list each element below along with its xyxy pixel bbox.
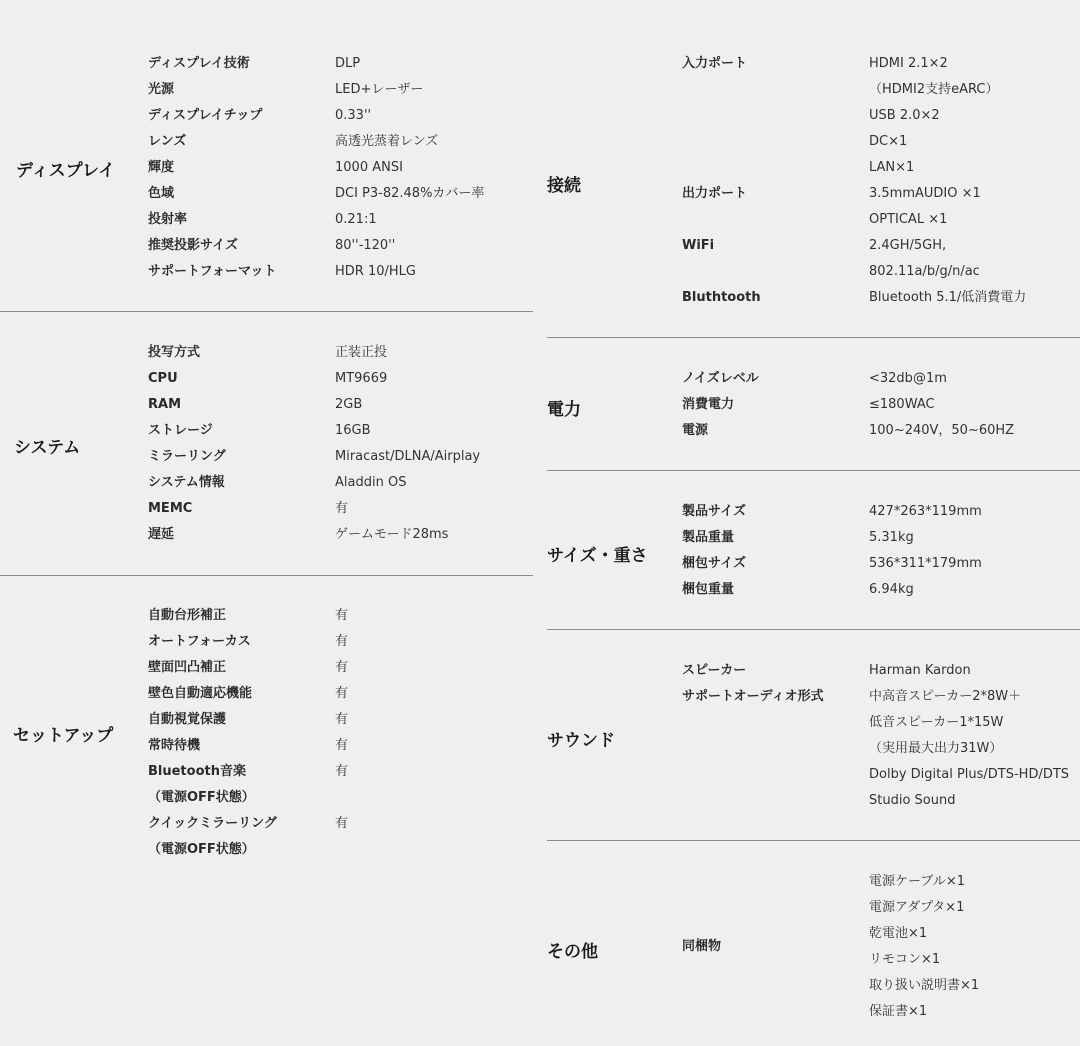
spec-value: MT9669 <box>335 371 388 386</box>
spec-row <box>148 707 528 733</box>
spec-value: Bluetooth 5.1/低消費電力 <box>869 290 1027 305</box>
category-other: その他 <box>547 942 598 962</box>
spec-label: 入力ポート <box>682 56 748 71</box>
section-divider <box>0 311 533 312</box>
section-divider <box>547 629 1080 630</box>
spec-row <box>148 496 528 522</box>
spec-value: 80''-120'' <box>335 238 396 253</box>
spec-label: 推奨投影サイズ <box>148 238 238 253</box>
section-divider <box>0 575 533 576</box>
spec-value: 802.11a/b/g/n/ac <box>869 264 980 279</box>
spec-value: 5.31kg <box>869 530 914 545</box>
spec-label: Bluthtooth <box>682 290 761 305</box>
spec-label: MEMC <box>148 501 193 516</box>
spec-value: ≤180WAC <box>869 397 935 412</box>
spec-value: （HDMI2支持eARC） <box>869 82 999 97</box>
spec-value: Dolby Digital Plus/DTS-HD/DTS <box>869 767 1070 782</box>
spec-label: WiFi <box>682 238 715 253</box>
spec-value: 6.94kg <box>869 582 914 597</box>
spec-value: USB 2.0×2 <box>869 108 940 123</box>
spec-label: ディスプレイ技術 <box>148 56 250 71</box>
spec-value: DC×1 <box>869 134 908 149</box>
spec-row <box>148 418 528 444</box>
spec-value: 1000 ANSI <box>335 160 403 175</box>
spec-row <box>148 444 528 470</box>
spec-value: OPTICAL ×1 <box>869 212 948 227</box>
spec-row <box>148 51 528 77</box>
spec-value: 0.33'' <box>335 108 372 123</box>
category-power: 電力 <box>547 400 581 420</box>
spec-label: レンズ <box>148 134 187 149</box>
spec-value: 有 <box>335 738 349 753</box>
spec-row <box>148 233 528 259</box>
spec-label: RAM <box>148 397 182 412</box>
spec-row <box>148 681 528 707</box>
spec-label: 自動視覚保護 <box>148 712 227 727</box>
spec-value: 3.5mmAUDIO ×1 <box>869 186 981 201</box>
spec-value: （実用最大出力31W） <box>869 741 1003 756</box>
spec-label: システム情報 <box>148 475 225 490</box>
spec-value: 保証書×1 <box>869 1004 928 1019</box>
category-setup: セットアップ <box>13 726 114 746</box>
spec-label: （電源OFF状態） <box>148 842 255 857</box>
spec-label: 同梱物 <box>682 939 722 954</box>
category-connection: 接続 <box>547 176 581 196</box>
spec-row <box>148 129 528 155</box>
spec-row <box>148 522 528 548</box>
spec-row <box>148 785 528 811</box>
spec-row <box>148 603 528 629</box>
spec-value: 高透光蒸着レンズ <box>335 134 439 149</box>
spec-label: 壁面凹凸補正 <box>148 660 227 675</box>
spec-row <box>148 629 528 655</box>
category-size-weight: サイズ・重さ <box>547 546 648 566</box>
spec-label: 常時待機 <box>148 738 201 753</box>
spec-label: クイックミラーリング <box>148 816 277 831</box>
spec-row <box>148 259 528 285</box>
spec-label: サポートフォーマット <box>148 264 277 279</box>
spec-label: 製品重量 <box>682 530 735 545</box>
spec-value: 536*311*179mm <box>869 556 982 571</box>
spec-label: 投写方式 <box>148 345 201 360</box>
spec-row <box>148 103 528 129</box>
spec-label: 梱包サイズ <box>682 556 746 571</box>
spec-value: 中高音スピーカー2*8W＋ <box>869 689 1022 704</box>
spec-label: ノイズレベル <box>682 371 759 386</box>
spec-value: 有 <box>335 634 349 649</box>
spec-value: HDMI 2.1×2 <box>869 56 948 71</box>
spec-value: Harman Kardon <box>869 663 971 678</box>
spec-label: 製品サイズ <box>682 504 746 519</box>
spec-value: 有 <box>335 660 349 675</box>
section-divider <box>547 470 1080 471</box>
spec-value: ゲームモード28ms <box>335 527 449 542</box>
spec-value: 有 <box>335 608 349 623</box>
spec-value: 2GB <box>335 397 363 412</box>
spec-value: 0.21:1 <box>335 212 377 227</box>
spec-label: CPU <box>148 371 178 386</box>
spec-label: 壁色自動適応機能 <box>148 686 253 701</box>
spec-row <box>148 392 528 418</box>
spec-value: 有 <box>335 764 349 779</box>
spec-label: 出力ポート <box>682 186 748 201</box>
spec-row <box>148 155 528 181</box>
spec-label: ディスプレイチップ <box>148 108 263 123</box>
spec-label: 自動台形補正 <box>148 608 227 623</box>
spec-row <box>148 340 528 366</box>
spec-value: 電源ケーブル×1 <box>869 874 965 889</box>
spec-label: スピーカー <box>682 663 747 678</box>
spec-row <box>148 207 528 233</box>
spec-value: 有 <box>335 686 349 701</box>
spec-label: Bluetooth音楽 <box>148 764 246 779</box>
spec-label: 消費電力 <box>682 397 735 412</box>
spec-row <box>148 811 528 837</box>
spec-value: 有 <box>335 712 349 727</box>
spec-row <box>148 366 528 392</box>
spec-row <box>148 733 528 759</box>
spec-row <box>148 759 528 785</box>
category-sound: サウンド <box>547 731 615 751</box>
spec-value: DCI P3-82.48%カバー率 <box>335 186 485 201</box>
section-divider <box>547 337 1080 338</box>
spec-value: 電源アダプタ×1 <box>869 900 965 915</box>
spec-label: 遅延 <box>148 527 175 542</box>
spec-value: 有 <box>335 816 349 831</box>
spec-label: 投射率 <box>148 212 188 227</box>
spec-label: 梱包重量 <box>682 582 735 597</box>
spec-row <box>148 181 528 207</box>
spec-label: ミラーリング <box>148 449 226 464</box>
spec-value: 乾電池×1 <box>869 926 928 941</box>
spec-value: Studio Sound <box>869 793 956 808</box>
spec-label: サポートオーディオ形式 <box>682 689 824 704</box>
spec-value: 16GB <box>335 423 371 438</box>
spec-value: Aladdin OS <box>335 475 407 490</box>
spec-value: 100~240V，50~60HZ <box>869 423 1015 438</box>
spec-label: 電源 <box>682 423 709 438</box>
spec-value: 2.4GH/5GH, <box>869 238 947 253</box>
spec-label: （電源OFF状態） <box>148 790 255 805</box>
spec-label: オートフォーカス <box>148 634 251 649</box>
spec-label: 光源 <box>148 82 175 97</box>
spec-row <box>148 655 528 681</box>
spec-row <box>148 470 528 496</box>
spec-value: HDR 10/HLG <box>335 264 416 279</box>
spec-value: DLP <box>335 56 361 71</box>
spec-value: リモコン×1 <box>869 952 941 967</box>
spec-value: Miracast/DLNA/Airplay <box>335 449 481 464</box>
category-system: システム <box>14 438 81 458</box>
spec-label: ストレージ <box>148 423 213 438</box>
spec-value: 427*263*119mm <box>869 504 982 519</box>
spec-value: LED+レーザー <box>335 82 424 97</box>
spec-label: 色域 <box>148 186 175 201</box>
spec-value: 正装正投 <box>335 345 388 360</box>
spec-value: 有 <box>335 501 349 516</box>
spec-label: 輝度 <box>148 160 175 175</box>
spec-value: LAN×1 <box>869 160 915 175</box>
spec-value: <32db@1m <box>869 371 947 386</box>
spec-value: 取り扱い説明書×1 <box>869 978 980 993</box>
category-display: ディスプレイ <box>16 161 116 181</box>
spec-row <box>148 837 528 863</box>
section-divider <box>547 840 1080 841</box>
spec-value: 低音スピーカー1*15W <box>869 715 1004 730</box>
spec-row <box>148 77 528 103</box>
